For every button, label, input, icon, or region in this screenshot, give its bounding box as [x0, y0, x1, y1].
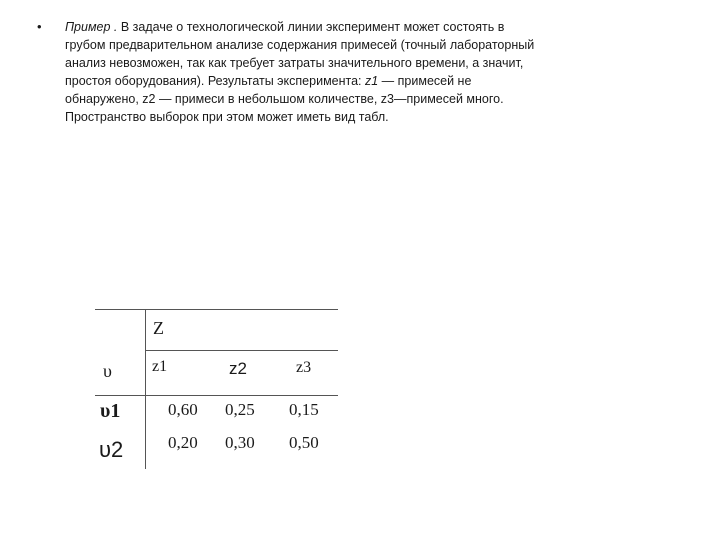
- table-top-border: [95, 309, 338, 310]
- paragraph-line-2: грубом предварительном анализе содержания примесей (точный лабораторный: [65, 38, 535, 52]
- z-header: Z: [153, 318, 164, 338]
- column-header-z3: z3: [296, 359, 312, 376]
- table-cell: 0,60: [168, 400, 198, 419]
- table-label-divider: [145, 309, 146, 469]
- table-cell: 0,20: [168, 433, 198, 452]
- paragraph-line-3: анализ невозможен, так как требует затраты значительного времени, а значит,: [65, 56, 524, 70]
- example-label: Пример .: [65, 20, 118, 34]
- table-header-divider: [145, 350, 338, 351]
- column-header-z1: z1: [152, 358, 168, 375]
- table-cell: 0,50: [289, 433, 319, 452]
- table-cell: 0,25: [225, 400, 255, 419]
- row-label-u1: υ1: [100, 400, 121, 422]
- table-cell: 0,30: [225, 433, 255, 452]
- paragraph-line-1: Пример . В задаче о технологической линии эксперимент может состоять в: [65, 20, 505, 34]
- paragraph-line-4: простоя оборудования). Результаты эксперимента: z1 — примесей не: [65, 74, 472, 88]
- table-row-divider: [95, 395, 338, 396]
- example-paragraph: [65, 18, 625, 126]
- row-label-u2: υ2: [99, 437, 124, 462]
- table-cell: 0,15: [289, 400, 319, 419]
- paragraph-line-6: Пространство выборок при этом может иметь вид табл.: [65, 110, 389, 124]
- upsilon-header: υ: [103, 361, 112, 381]
- bullet-marker: •: [37, 19, 42, 34]
- column-header-z2: z2: [229, 359, 247, 378]
- paragraph-line-5: обнаружено, z2 — примеси в небольшом количестве, z3—примесей много.: [65, 92, 504, 106]
